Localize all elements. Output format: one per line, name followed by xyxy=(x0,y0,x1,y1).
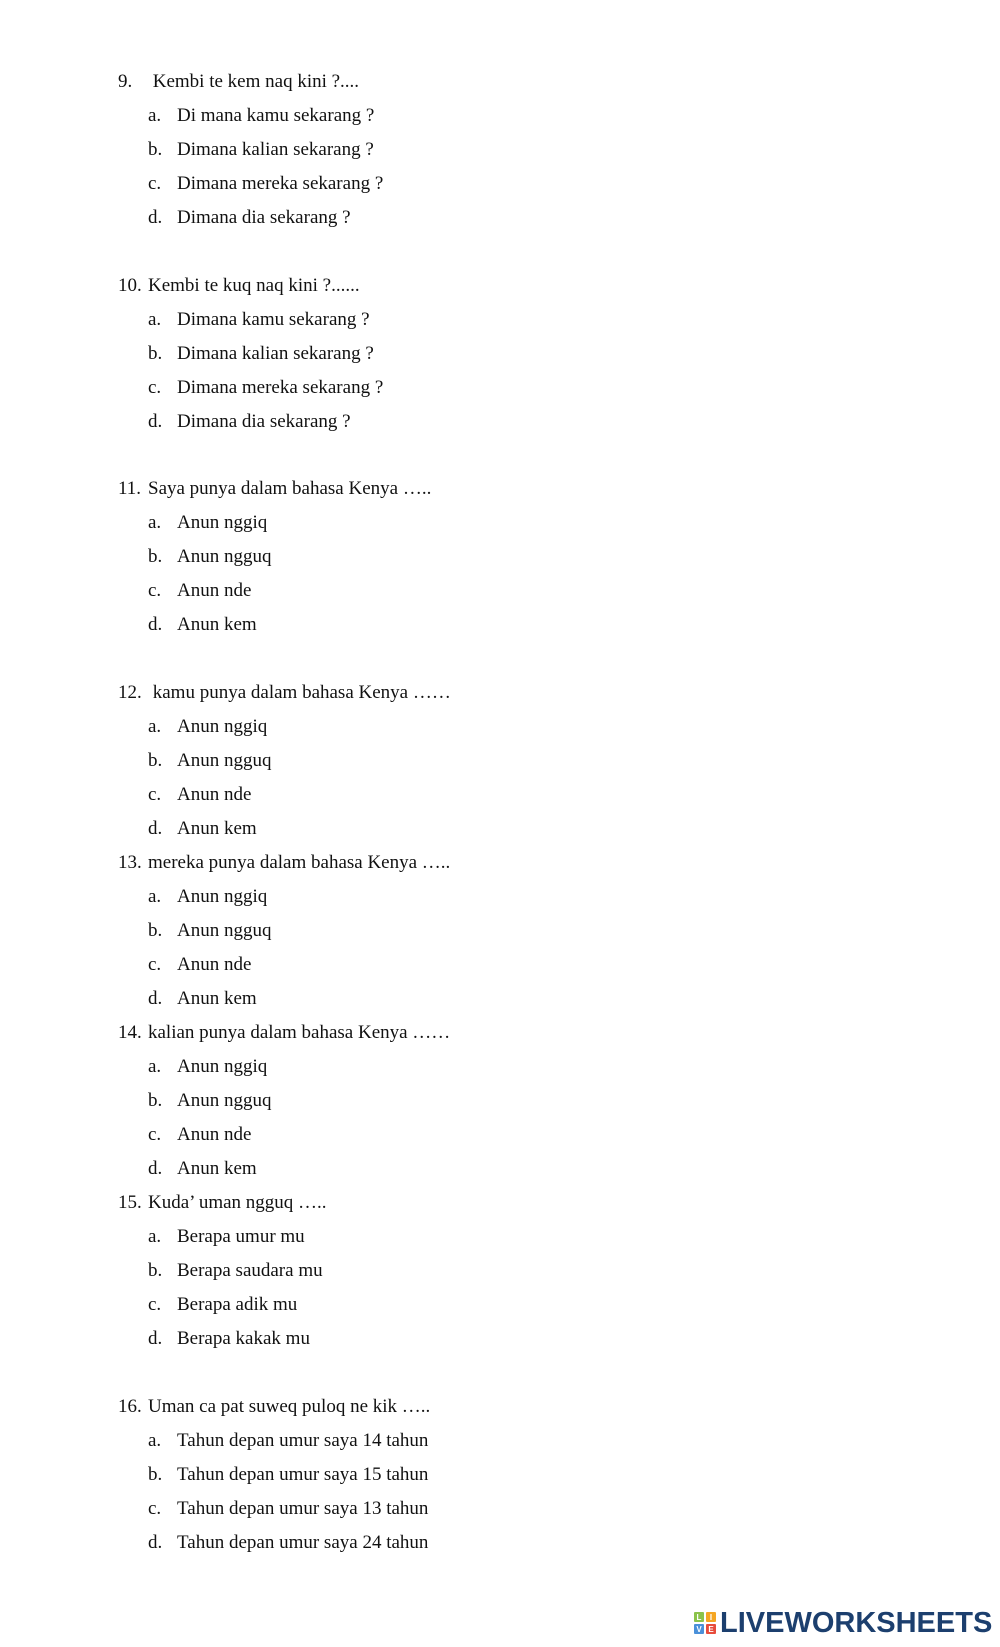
option-text: Anun ngguq xyxy=(177,750,272,771)
question-text: kalian punya dalam bahasa Kenya …… xyxy=(148,1022,451,1043)
question-13-option-a[interactable] xyxy=(148,885,267,909)
option-letter: a. xyxy=(148,1430,162,1451)
question-10-option-c[interactable] xyxy=(148,376,383,400)
option-text: Anun kem xyxy=(177,818,257,839)
option-text: Berapa adik mu xyxy=(177,1294,298,1315)
option-letter: a. xyxy=(148,886,162,907)
option-letter: b. xyxy=(148,750,163,771)
option-text: Anun kem xyxy=(177,1158,257,1179)
logo-letter-e: E xyxy=(706,1624,716,1634)
question-16-option-b[interactable] xyxy=(148,1463,428,1487)
question-15 xyxy=(118,1191,327,1215)
question-12-option-a[interactable] xyxy=(148,715,267,739)
option-text: Anun nggiq xyxy=(177,886,268,907)
option-text: Di mana kamu sekarang ? xyxy=(177,105,375,126)
option-letter: d. xyxy=(148,411,163,432)
question-11 xyxy=(118,477,431,501)
option-letter: c. xyxy=(148,1498,162,1519)
question-16 xyxy=(118,1395,430,1419)
option-letter: b. xyxy=(148,1260,163,1281)
option-text: Tahun depan umur saya 24 tahun xyxy=(177,1532,429,1553)
question-12-option-d[interactable] xyxy=(148,817,257,841)
question-number: 14. xyxy=(118,1022,142,1043)
option-letter: c. xyxy=(148,580,162,601)
logo-letter-l: L xyxy=(694,1612,704,1622)
option-text: Anun kem xyxy=(177,988,257,1009)
question-10-option-b[interactable] xyxy=(148,342,374,366)
question-15-option-d[interactable] xyxy=(148,1327,310,1351)
question-15-option-c[interactable] xyxy=(148,1293,297,1317)
question-12 xyxy=(118,681,451,705)
question-14-option-b[interactable] xyxy=(148,1089,271,1113)
option-text: Dimana kalian sekarang ? xyxy=(177,139,374,160)
option-letter: c. xyxy=(148,1294,162,1315)
question-15-option-a[interactable] xyxy=(148,1225,305,1249)
question-11-option-c[interactable] xyxy=(148,579,251,603)
question-text: Uman ca pat suweq puloq ne kik ….. xyxy=(148,1396,431,1417)
option-text: Anun nde xyxy=(177,580,252,601)
question-13-option-c[interactable] xyxy=(148,953,251,977)
option-text: Berapa kakak mu xyxy=(177,1328,310,1349)
option-letter: d. xyxy=(148,1328,163,1349)
question-14-option-a[interactable] xyxy=(148,1055,267,1079)
option-text: Dimana kalian sekarang ? xyxy=(177,343,374,364)
question-text: Kembi te kuq naq kini ?...... xyxy=(148,275,360,296)
option-text: Dimana dia sekarang ? xyxy=(177,411,351,432)
option-letter: a. xyxy=(148,105,162,126)
question-12-option-c[interactable] xyxy=(148,783,251,807)
logo-letter-i: I xyxy=(706,1612,716,1622)
question-9-option-c[interactable] xyxy=(148,172,383,196)
question-16-option-c[interactable] xyxy=(148,1497,428,1521)
logo-grid-icon xyxy=(694,1612,716,1634)
option-letter: b. xyxy=(148,1464,163,1485)
question-number: 9. xyxy=(118,71,133,92)
option-letter: a. xyxy=(148,1056,162,1077)
option-letter: b. xyxy=(148,1090,163,1111)
question-16-option-d[interactable] xyxy=(148,1531,428,1555)
question-number: 15. xyxy=(118,1192,142,1213)
option-letter: d. xyxy=(148,1158,163,1179)
option-text: Dimana mereka sekarang ? xyxy=(177,377,384,398)
option-letter: d. xyxy=(148,207,163,228)
option-text: Dimana kamu sekarang ? xyxy=(177,309,370,330)
option-text: Anun nggiq xyxy=(177,1056,268,1077)
option-text: Anun kem xyxy=(177,614,257,635)
option-letter: a. xyxy=(148,716,162,737)
question-12-option-b[interactable] xyxy=(148,749,271,773)
option-letter: a. xyxy=(148,1226,162,1247)
option-letter: d. xyxy=(148,818,163,839)
option-letter: b. xyxy=(148,139,163,160)
question-9-option-b[interactable] xyxy=(148,138,374,162)
question-number: 13. xyxy=(118,852,142,873)
option-letter: a. xyxy=(148,512,162,533)
question-9-option-d[interactable] xyxy=(148,206,351,230)
question-9-option-a[interactable] xyxy=(148,104,374,128)
option-text: Berapa umur mu xyxy=(177,1226,305,1247)
option-letter: d. xyxy=(148,988,163,1009)
question-10 xyxy=(118,274,360,298)
option-letter: a. xyxy=(148,309,162,330)
question-15-option-b[interactable] xyxy=(148,1259,323,1283)
question-13-option-d[interactable] xyxy=(148,987,257,1011)
question-13-option-b[interactable] xyxy=(148,919,271,943)
option-text: Anun nggiq xyxy=(177,716,268,737)
option-text: Anun ngguq xyxy=(177,920,272,941)
question-number: 16. xyxy=(118,1396,142,1417)
option-text: Tahun depan umur saya 13 tahun xyxy=(177,1498,429,1519)
option-text: Anun nde xyxy=(177,784,252,805)
question-10-option-d[interactable] xyxy=(148,410,351,434)
option-text: Anun nde xyxy=(177,1124,252,1145)
option-letter: c. xyxy=(148,173,162,194)
option-text: Anun nde xyxy=(177,954,252,975)
option-letter: c. xyxy=(148,377,162,398)
question-11-option-a[interactable] xyxy=(148,511,267,535)
question-number: 11. xyxy=(118,478,142,499)
question-number: 10. xyxy=(118,275,142,296)
option-letter: c. xyxy=(148,784,162,805)
option-text: Anun nggiq xyxy=(177,512,268,533)
option-letter: b. xyxy=(148,920,163,941)
question-text: kamu punya dalam bahasa Kenya …… xyxy=(148,682,451,703)
question-13 xyxy=(118,851,450,875)
option-text: Dimana dia sekarang ? xyxy=(177,207,351,228)
option-text: Anun ngguq xyxy=(177,1090,272,1111)
option-letter: b. xyxy=(148,343,163,364)
question-text: Saya punya dalam bahasa Kenya ….. xyxy=(148,478,432,499)
liveworksheets-logo xyxy=(694,1607,992,1639)
question-14-option-c[interactable] xyxy=(148,1123,251,1147)
question-14-option-d[interactable] xyxy=(148,1157,257,1181)
logo-letter-v: V xyxy=(694,1624,704,1634)
question-9 xyxy=(118,70,359,94)
question-text: Kuda’ uman ngguq ….. xyxy=(148,1192,327,1213)
question-number: 12. xyxy=(118,682,142,703)
brand-name: LIVEWORKSHEETS xyxy=(720,1606,993,1639)
option-text: Tahun depan umur saya 14 tahun xyxy=(177,1430,429,1451)
option-text: Berapa saudara mu xyxy=(177,1260,323,1281)
question-11-option-d[interactable] xyxy=(148,613,257,637)
option-letter: c. xyxy=(148,1124,162,1145)
question-14 xyxy=(118,1021,450,1045)
option-text: Anun ngguq xyxy=(177,546,272,567)
question-text: Kembi te kem naq kini ?.... xyxy=(152,71,360,92)
question-10-option-a[interactable] xyxy=(148,308,370,332)
option-letter: b. xyxy=(148,546,163,567)
question-16-option-a[interactable] xyxy=(148,1429,428,1453)
option-letter: c. xyxy=(148,954,162,975)
option-text: Dimana mereka sekarang ? xyxy=(177,173,384,194)
option-text: Tahun depan umur saya 15 tahun xyxy=(177,1464,429,1485)
question-text: mereka punya dalam bahasa Kenya ….. xyxy=(148,852,451,873)
option-letter: d. xyxy=(148,614,163,635)
question-11-option-b[interactable] xyxy=(148,545,271,569)
option-letter: d. xyxy=(148,1532,163,1553)
